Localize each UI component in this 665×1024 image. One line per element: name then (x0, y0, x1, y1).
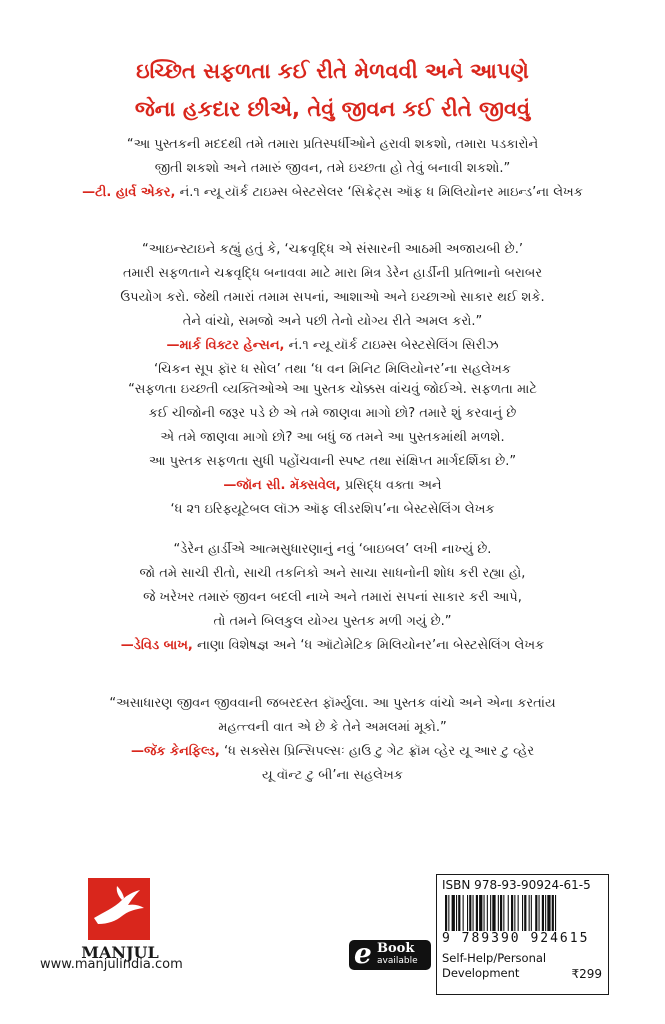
barcode-bar (535, 895, 537, 931)
quote-attribution (0, 334, 665, 358)
quote-block (0, 692, 665, 788)
barcode-bar (508, 895, 509, 931)
quote-line: તો તમને બિલકુલ યોગ્ય પુસ્તક મળી ગયું છે.” (213, 614, 452, 629)
barcode-bar (514, 895, 515, 931)
ebook-sub: available (377, 956, 418, 966)
quote-line: ઉપયોગ કરો. જેથી તમારાં તમામ સપનાં, આશાઓ અને ઇચ્છાઓ સાકાર થઈ શકે. (120, 290, 545, 305)
barcode-bar (500, 895, 502, 931)
quote-attribution (0, 740, 665, 764)
barcode-bar (547, 895, 550, 931)
barcode-bar (542, 895, 544, 931)
barcode-bar (531, 895, 532, 931)
barcode-bar (487, 895, 488, 931)
author-credit: નાણા વિશેષજ્ઞ અને ‘ધ ઑટોમેટિક મિલિયોનર’ના બેસ્ટસેલિંગ લેખક (192, 638, 545, 653)
barcode-bar (490, 895, 491, 931)
quote-attribution (0, 474, 665, 498)
author-credit: ‘ધ સક્સેસ પ્રિન્સિપલ્સઃ હાઉ ટુ ગેટ ફ્રૉમ વ્હેર યૂ આર ટુ વ્હેર (219, 744, 535, 759)
quote-line: “આ પુસ્તકની મદદથી તમે તમારા પ્રતિસ્પર્ધીઓને હરાવી શકશો, તમારા પડકારોને (126, 137, 539, 152)
barcode-bar (458, 895, 460, 931)
barcode-bar (492, 895, 495, 931)
quote-line: જો તમે સાચી રીતો, સાચી તકનિકો અને સાચા સાધનોની શોધ કરી રહ્યા હો, (139, 566, 526, 581)
quote-block (0, 238, 665, 382)
book-category: Self-Help/Personal Development (442, 951, 547, 980)
barcode-bar (503, 895, 504, 931)
quote-attribution-cont (0, 498, 665, 522)
barcode-bar (445, 895, 447, 931)
barcode-bar (484, 895, 485, 931)
quote-line: તમારી સફળતાને ચક્રવૃદ્ધિ બનાવવા માટે મારા મિત્ર ડેરેન હાર્ડીની પ્રતિભાનો બરાબર (122, 266, 543, 281)
ebook-letter: e (354, 937, 372, 970)
bird-logo-icon (88, 878, 150, 940)
quote-block (0, 378, 665, 522)
quote-attribution (0, 634, 665, 658)
barcode-bar (473, 895, 474, 931)
isbn-box (436, 874, 609, 995)
author-name: —માર્ક વિક્ટર હેન્સન, (166, 338, 285, 353)
barcode-bar (448, 895, 449, 931)
barcode-digits: 9 789390 924615 (442, 931, 590, 946)
headline-line-2: જેના હકદાર છીએ, તેવું જીવન કઈ રીતે જીવવું (134, 97, 531, 121)
barcode-bar (498, 895, 499, 931)
barcode-bar (524, 895, 526, 931)
quote-block (0, 538, 665, 658)
ebook-badge (349, 937, 431, 970)
quote-block (0, 133, 665, 205)
quote-line: એ તમે જાણવા માગો છો? આ બધું જ તમને આ પુસ્તકમાંથી મળશે. (160, 430, 505, 445)
barcode-bar (479, 895, 482, 931)
publisher-brand: MANJUL (81, 943, 159, 962)
quote-line: આ પુસ્તક સફળતા સુધી પહોંચવાની સ્પષ્ટ તથા સંક્ષિપ્ત માર્ગદર્શિકા છે.” (148, 454, 517, 469)
barcode-bar (522, 895, 523, 931)
ebook-word: Book (377, 941, 415, 956)
publisher-website: www.manjulindia.com (40, 957, 183, 972)
quote-line: કઈ ચીજોની જરૂર પડે છે એ તમે જાણવા માગો છો? તમારે શું કરવાનું છે (148, 406, 517, 421)
quote-line: તેને વાંચો, સમજો અને પછી તેનો યોગ્ય રીતે અમલ કરો.” (182, 314, 483, 329)
barcode-bar (552, 895, 554, 931)
author-credit: નં.૧ ન્યૂ યૉર્ક ટાઇમ્સ બેસ્ટસેલિંગ સિરીઝ (284, 338, 499, 353)
quote-attribution (0, 181, 665, 205)
quote-line: મહત્ત્વની વાત એ છે કે તેને અમલમાં મૂકો.” (218, 720, 447, 735)
quote-line: “ડેરેન હાર્ડીએ આત્મસુધારણાનું નવું ‘બાઇબલ’ લખી નાખ્યું છે. (173, 542, 492, 557)
author-name: —ટી. હાર્વ એકર, (82, 185, 176, 200)
author-credit: ‘ધ ૨૧ ઇરિફ્યૂટેબલ લૉઝ ઑફ લીડરશિપ’ના બેસ્ટસેલિંગ લેખક (170, 502, 495, 517)
barcode-icon (443, 895, 603, 931)
author-name: —ડેવિડ બાખ, (120, 638, 193, 653)
barcode-bar (518, 895, 519, 931)
barcode-bar (529, 895, 530, 931)
quote-line: “અસાધારણ જીવન જીવવાની જબરદસ્ત ફૉર્મ્યુલા. આ પુસ્તક વાંચો અને એના કરતાંય (109, 696, 556, 711)
barcode-bar (555, 895, 556, 931)
quote-line: “આઇન્સ્ટાઇને કહ્યું હતું કે, ‘ચક્રવૃદ્ધિ એ સંસારની આઠમી અજાયબી છે.’ (142, 242, 523, 257)
barcode-bar (539, 895, 540, 931)
author-credit: ‘ચિકન સૂપ ફૉર ધ સોલ’ તથા ‘ધ વન મિનિટ મિલિયોનર’ના સહલેખક (154, 362, 511, 377)
barcode-bar (463, 895, 464, 931)
barcode-bar (452, 895, 455, 931)
quote-line: “સફળતા ઇચ્છતી વ્યક્તિઓએ આ પુસ્તક ચોક્કસ વાંચવું જોઈએ. સફળતા માટે (128, 382, 537, 397)
quote-line: જીતી શકશો અને તમારું જીવન, તમે ઇચ્છતા હો તેવું બનાવી શકશો.” (154, 161, 511, 176)
quote-line: જે ખરેખર તમારું જીવન બદલી નાખે અને તમારાં સપનાં સાકાર કરી આપે, (143, 590, 522, 605)
author-credit: પ્રસિદ્ધ વક્તા અને (340, 478, 442, 493)
author-name: —જૅક કેનફિલ્ડ, (130, 744, 220, 759)
barcode-bar (469, 895, 471, 931)
headline-line-1: ઇચ્છિત સફળતા કઈ રીતે મેળવવી અને આપણે (136, 59, 529, 83)
isbn-text: ISBN 978-93-90924-61-5 (442, 878, 591, 892)
author-name: —જૉન સી. મૅક્સવેલ, (223, 478, 341, 493)
headline (0, 52, 665, 128)
barcode-bar (545, 895, 546, 931)
author-credit: નં.૧ ન્યૂ યૉર્ક ટાઇમ્સ બેસ્ટસેલર ‘સિક્રેટ્સ ઑફ ધ મિલિયોનર માઇન્ડ’ના લેખક (175, 185, 583, 200)
barcode-bar (511, 895, 513, 931)
barcode-bar (467, 895, 468, 931)
book-price: ₹299 (571, 967, 602, 981)
barcode-bar (456, 895, 457, 931)
author-credit: યૂ વૉન્ટ ટુ બી’ના સહલેખક (262, 768, 403, 783)
quote-attribution-cont (0, 764, 665, 788)
barcode-bar (476, 895, 478, 931)
